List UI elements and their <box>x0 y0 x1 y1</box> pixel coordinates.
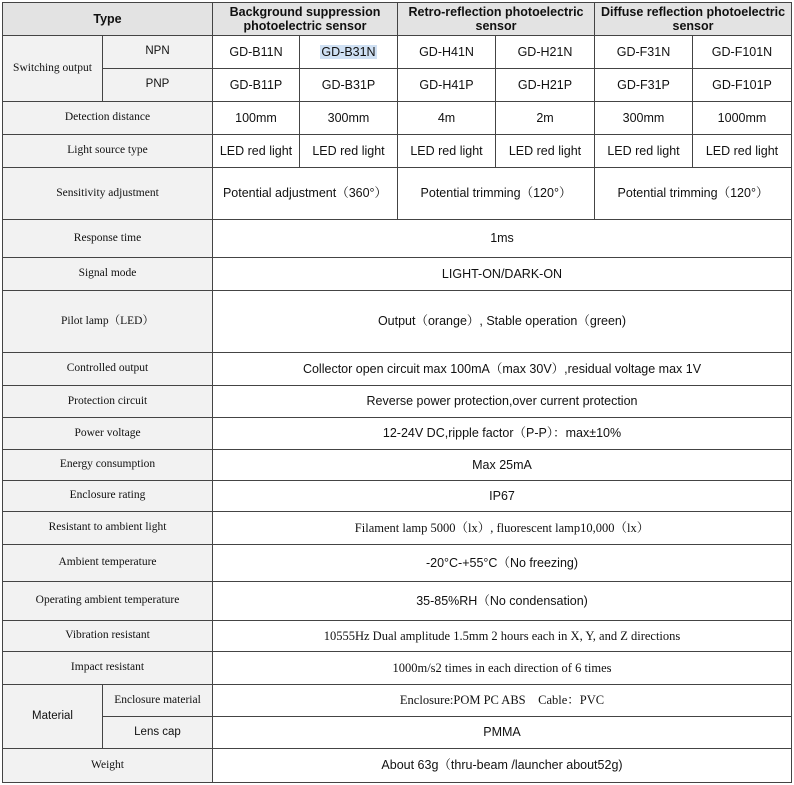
switching-output-label: Switching output <box>3 36 103 102</box>
ambient-light-value: Filament lamp 5000（lx）, fluorescent lamp10,000（lx） <box>213 512 792 545</box>
detection-distance-value: 100mm <box>213 102 300 135</box>
signal-mode-value: LIGHT-ON/DARK-ON <box>213 258 792 291</box>
light-source-value: LED red light <box>496 135 595 168</box>
light-source-value: LED red light <box>693 135 792 168</box>
npn-label: NPN <box>103 36 213 69</box>
material-label: Material <box>3 685 103 749</box>
ambient-light-row <box>3 512 792 545</box>
energy-consumption-value: Max 25mA <box>213 450 792 481</box>
sensitivity-value: Potential adjustment（360°） <box>213 168 398 220</box>
lens-cap-row <box>3 717 792 749</box>
response-time-row <box>3 220 792 258</box>
signal-mode-row <box>3 258 792 291</box>
pnp-label: PNP <box>103 69 213 102</box>
type-header: Type <box>3 3 213 36</box>
pilot-lamp-row <box>3 291 792 353</box>
light-source-value: LED red light <box>213 135 300 168</box>
protection-circuit-label: Protection circuit <box>3 386 213 418</box>
npn-row <box>3 36 792 69</box>
npn-model: GD-B11N <box>229 44 283 59</box>
controlled-output-label: Controlled output <box>3 353 213 386</box>
vibration-row <box>3 621 792 652</box>
light-source-label: Light source type <box>3 135 213 168</box>
npn-model: GD-H21N <box>517 44 573 59</box>
sensitivity-value: Potential trimming（120°） <box>398 168 595 220</box>
pnp-model: GD-H21P <box>496 69 595 102</box>
npn-model-cell <box>595 36 693 69</box>
operating-humidity-label: Operating ambient temperature <box>3 582 213 621</box>
npn-model: GD-F31N <box>616 44 671 59</box>
ambient-temperature-value: -20°C-+55°C（No freezing) <box>213 545 792 582</box>
ambient-temperature-row <box>3 545 792 582</box>
operating-humidity-row <box>3 582 792 621</box>
light-source-row <box>3 135 792 168</box>
pilot-lamp-label: Pilot lamp（LED） <box>3 291 213 353</box>
power-voltage-label: Power voltage <box>3 418 213 450</box>
npn-model-selected: GD-B31N <box>321 44 376 59</box>
response-time-value: 1ms <box>213 220 792 258</box>
sensitivity-row <box>3 168 792 220</box>
bg-suppression-header: Background suppression photoelectric sensor <box>213 3 398 36</box>
pilot-lamp-value: Output（orange）, Stable operation（green) <box>213 291 792 353</box>
detection-distance-value: 300mm <box>595 102 693 135</box>
vibration-label: Vibration resistant <box>3 621 213 652</box>
detection-distance-value: 300mm <box>300 102 398 135</box>
sensitivity-label: Sensitivity adjustment <box>3 168 213 220</box>
detection-distance-value: 4m <box>398 102 496 135</box>
ambient-temperature-label: Ambient temperature <box>3 545 213 582</box>
diffuse-reflection-header: Diffuse reflection photoelectric sensor <box>595 3 792 36</box>
npn-model-cell <box>496 36 595 69</box>
sensitivity-value: Potential trimming（120°） <box>595 168 792 220</box>
impact-row <box>3 652 792 685</box>
ambient-light-label: Resistant to ambient light <box>3 512 213 545</box>
pnp-model: GD-B31P <box>300 69 398 102</box>
operating-humidity-value: 35-85%RH（No condensation) <box>213 582 792 621</box>
enclosure-rating-value: IP67 <box>213 481 792 512</box>
pnp-model: GD-F31P <box>595 69 693 102</box>
npn-model-cell <box>300 36 398 69</box>
detection-distance-value: 2m <box>496 102 595 135</box>
light-source-value: LED red light <box>398 135 496 168</box>
weight-value: About 63g（thru-beam /launcher about52g) <box>213 749 792 783</box>
detection-distance-label: Detection distance <box>3 102 213 135</box>
pnp-row <box>3 69 792 102</box>
signal-mode-label: Signal mode <box>3 258 213 291</box>
enclosure-rating-label: Enclosure rating <box>3 481 213 512</box>
energy-consumption-row <box>3 450 792 481</box>
impact-value: 1000m/s2 times in each direction of 6 times <box>213 652 792 685</box>
npn-model-cell <box>398 36 496 69</box>
npn-model: GD-F101N <box>711 44 773 59</box>
controlled-output-row <box>3 353 792 386</box>
retro-reflection-header: Retro-reflection photoelectric sensor <box>398 3 595 36</box>
enclosure-material-label: Enclosure material <box>103 685 213 717</box>
detection-distance-value: 1000mm <box>693 102 792 135</box>
pnp-model: GD-B11P <box>213 69 300 102</box>
energy-consumption-label: Energy consumption <box>3 450 213 481</box>
spec-table <box>2 2 792 783</box>
light-source-value: LED red light <box>595 135 693 168</box>
header-row <box>3 3 792 36</box>
power-voltage-row <box>3 418 792 450</box>
npn-model-cell <box>693 36 792 69</box>
impact-label: Impact resistant <box>3 652 213 685</box>
protection-circuit-value: Reverse power protection,over current protection <box>213 386 792 418</box>
vibration-value: 10555Hz Dual amplitude 1.5mm 2 hours each in X, Y, and Z directions <box>213 621 792 652</box>
controlled-output-value: Collector open circuit max 100mA（max 30V）,residual voltage max 1V <box>213 353 792 386</box>
npn-model-cell <box>213 36 300 69</box>
power-voltage-value: 12-24V DC,ripple factor（P-P）：max±10% <box>213 418 792 450</box>
enclosure-material-row <box>3 685 792 717</box>
pnp-model: GD-H41P <box>398 69 496 102</box>
protection-circuit-row <box>3 386 792 418</box>
weight-row <box>3 749 792 783</box>
enclosure-material-value: Enclosure:POM PC ABS Cable：PVC <box>213 685 792 717</box>
lens-cap-value: PMMA <box>213 717 792 749</box>
detection-distance-row <box>3 102 792 135</box>
lens-cap-label: Lens cap <box>103 717 213 749</box>
light-source-value: LED red light <box>300 135 398 168</box>
pnp-model: GD-F101P <box>693 69 792 102</box>
npn-model: GD-H41N <box>419 44 474 59</box>
response-time-label: Response time <box>3 220 213 258</box>
weight-label: Weight <box>3 749 213 783</box>
enclosure-rating-row <box>3 481 792 512</box>
